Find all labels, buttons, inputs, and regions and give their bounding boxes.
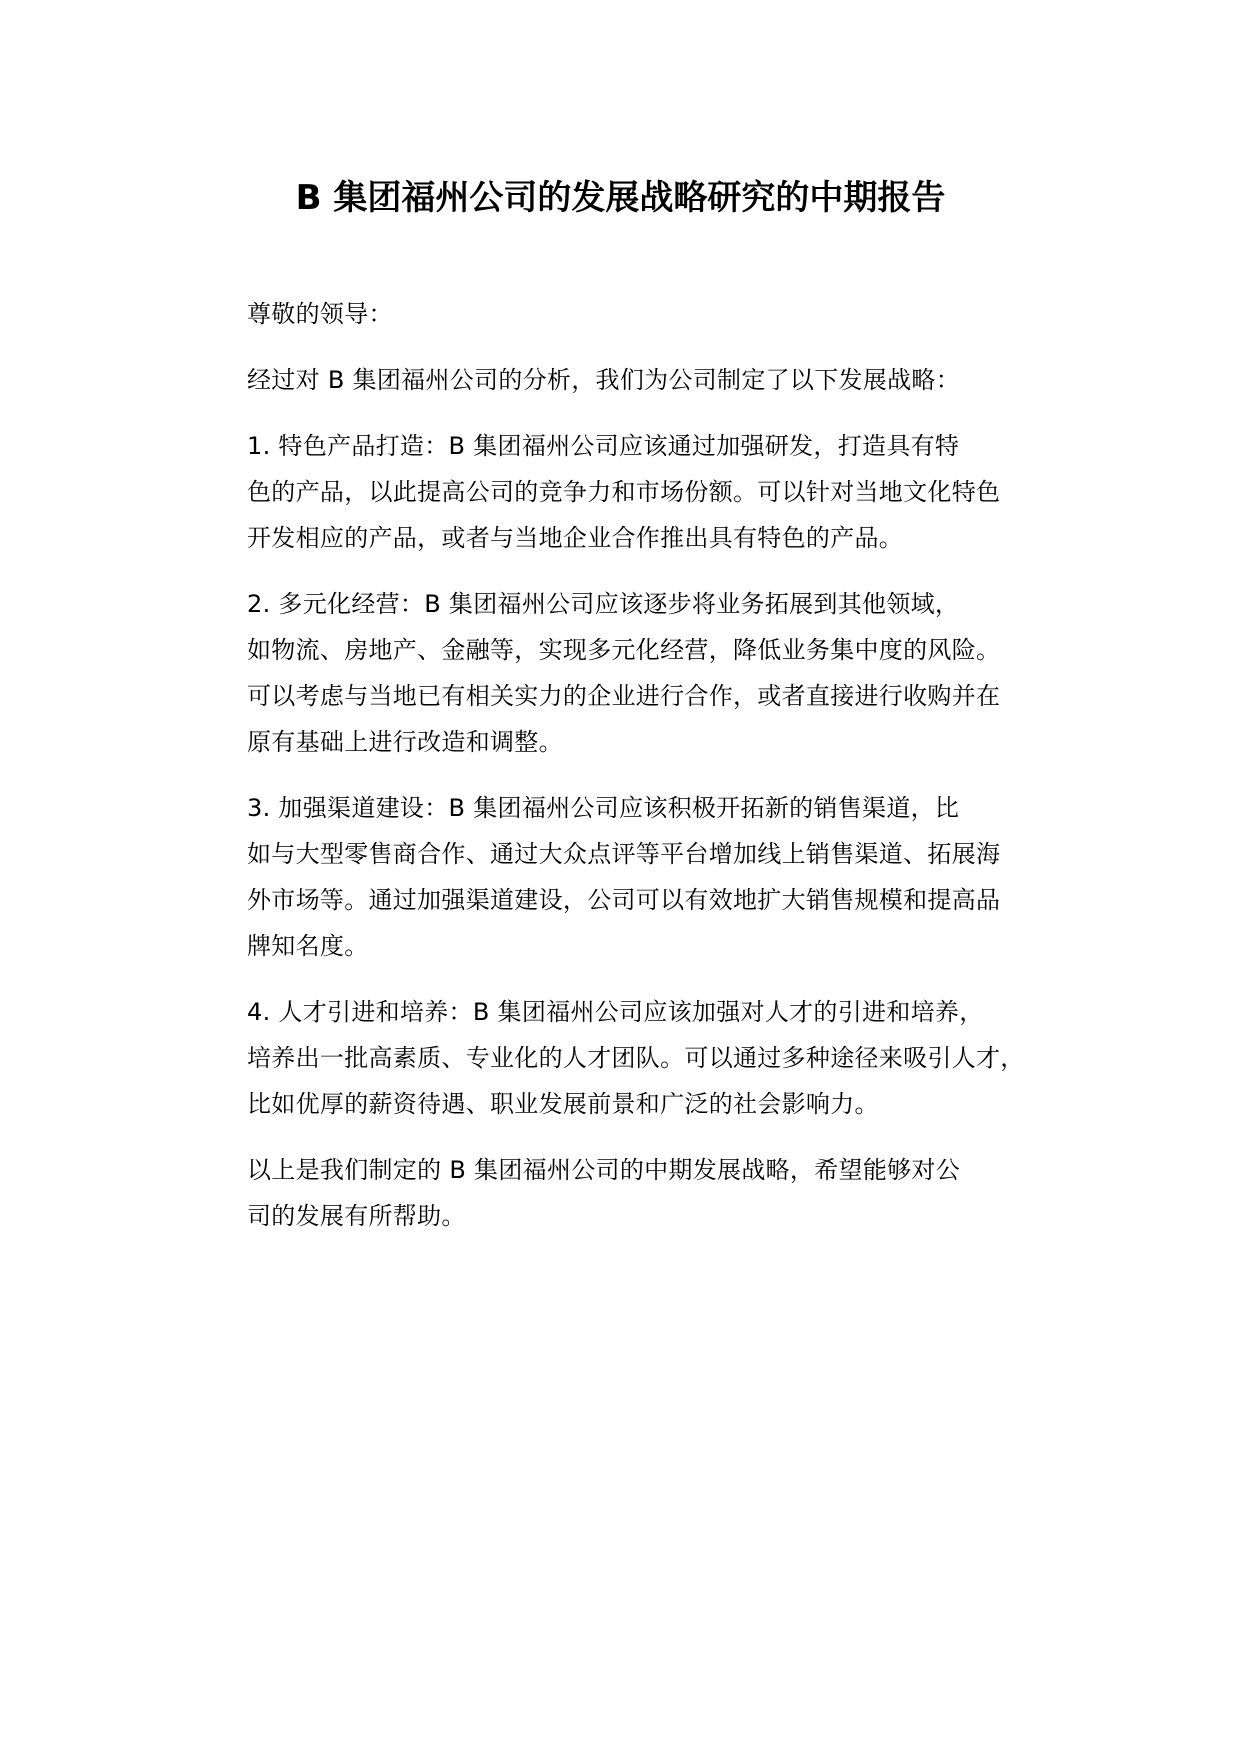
paragraph-line: 如与大型零售商合作、通过大众点评等平台增加线上销售渠道、拓展海 (247, 840, 1001, 868)
document-title: B 集团福州公司的发展战略研究的中期报告 (295, 178, 946, 218)
conclusion-paragraph (187, 1147, 1087, 1239)
paragraph-line: 3. 加强渠道建设：B 集团福州公司应该积极开拓新的销售渠道，比 (247, 794, 960, 822)
document-body (187, 291, 1087, 1259)
strategy-point-2 (187, 581, 1087, 765)
salutation-text: 尊敬的领导： (247, 300, 393, 328)
paragraph-line: 如物流、房地产、金融等，实现多元化经营，降低业务集中度的风险。 (247, 636, 1001, 664)
salutation (187, 291, 1087, 337)
strategy-point-1 (187, 423, 1087, 561)
paragraph-line: 比如优厚的薪资待遇、职业发展前景和广泛的社会影响力。 (247, 1090, 879, 1118)
paragraph-line: 色的产品，以此提高公司的竞争力和市场份额。可以针对当地文化特色 (247, 478, 1001, 506)
paragraph-line: 开发相应的产品，或者与当地企业合作推出具有特色的产品。 (247, 524, 904, 552)
strategy-point-3 (187, 785, 1087, 969)
paragraph-line: 4. 人才引进和培养：B 集团福州公司应该加强对人才的引进和培养， (247, 998, 984, 1026)
paragraph-line: 1. 特色产品打造：B 集团福州公司应该通过加强研发，打造具有特 (247, 432, 960, 460)
paragraph-line: 原有基础上进行改造和调整。 (247, 728, 563, 756)
paragraph-line: 可以考虑与当地已有相关实力的企业进行合作，或者直接进行收购并在 (247, 682, 1001, 710)
intro-text: 经过对 B 集团福州公司的分析，我们为公司制定了以下发展战略： (247, 366, 961, 394)
strategy-point-4 (187, 989, 1087, 1127)
paragraph-line: 牌知名度。 (247, 932, 369, 960)
paragraph-line: 培养出一批高素质、专业化的人才团队。可以通过多种途径来吸引人才， (247, 1044, 1025, 1072)
paragraph-line: 司的发展有所帮助。 (247, 1202, 466, 1230)
paragraph-line: 2. 多元化经营：B 集团福州公司应该逐步将业务拓展到其他领域， (247, 590, 960, 618)
paragraph-line: 以上是我们制定的 B 集团福州公司的中期发展战略，希望能够对公 (247, 1156, 961, 1184)
intro-paragraph (187, 357, 1087, 403)
paragraph-line: 外市场等。通过加强渠道建设，公司可以有效地扩大销售规模和提高品 (247, 886, 1001, 914)
